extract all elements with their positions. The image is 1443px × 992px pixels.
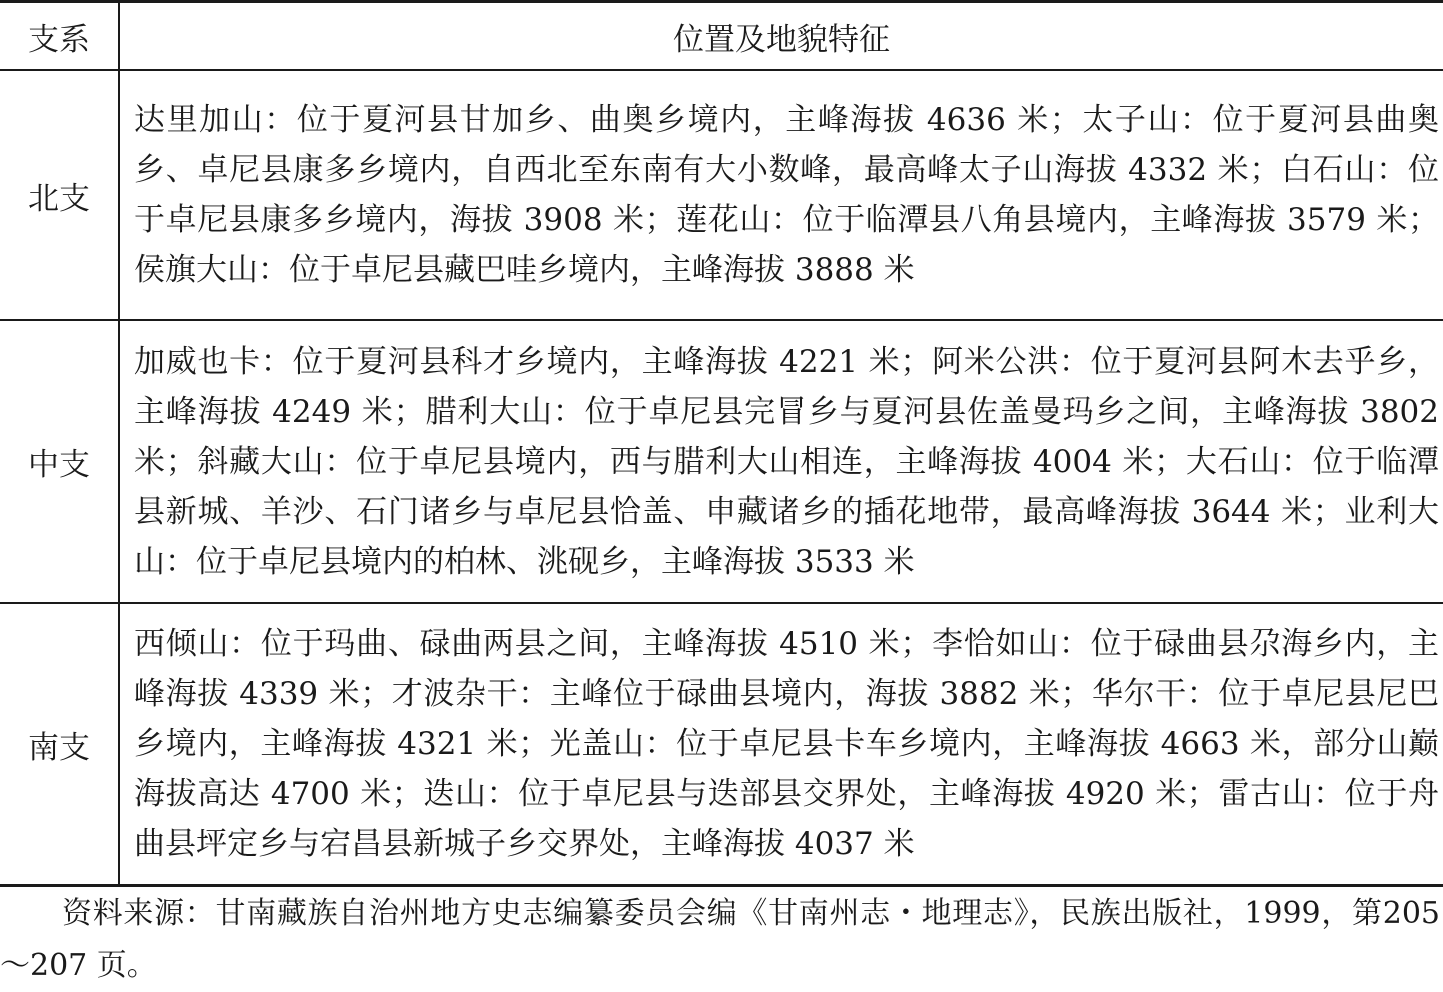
table-header [0,2,1443,71]
branch-cell: 北支 [0,70,119,320]
table-row [0,70,1443,320]
header-branch: 支系 [0,2,119,71]
branch-cell: 南支 [0,603,119,886]
description-cell: 加威也卡：位于夏河县科才乡境内，主峰海拔 4221 米；阿米公洪：位于夏河县阿木去乎乡，主峰海拔 4249 米；腊利大山：位于卓尼县完冒乡与夏河县佐盖曼玛乡之间，主峰海拔 3802 米；斜藏大山：位于卓尼县境内，西与腊利大山相连，主峰海拔 4004 米；大石山：位于临潭县新城、羊沙、石门诸乡与卓尼县恰盖、申藏诸乡的插花地带，最高峰海拔 3644 米；业利大山：位于卓尼县境内的柏林、洮砚乡，主峰海拔 3533 米 [119,320,1443,603]
branch-cell: 中支 [0,320,119,603]
header-location-features: 位置及地貌特征 [119,2,1443,71]
table-body [0,70,1443,886]
table-row [0,603,1443,886]
description-cell: 西倾山：位于玛曲、碌曲两县之间，主峰海拔 4510 米；李恰如山：位于碌曲县尕海乡内，主峰海拔 4339 米；才波杂干：主峰位于碌曲县境内，海拔 3882 米；华尔干：位于卓尼县尼巴乡境内，主峰海拔 4321 米；光盖山：位于卓尼县卡车乡境内，主峰海拔 4663 米，部分山巅海拔高达 4700 米；迭山：位于卓尼县与迭部县交界处，主峰海拔 4920 米；雷古山：位于舟曲县坪定乡与宕昌县新城子乡交界处，主峰海拔 4037 米 [119,603,1443,886]
description-cell: 达里加山：位于夏河县甘加乡、曲奥乡境内，主峰海拔 4636 米；太子山：位于夏河县曲奥乡、卓尼县康多乡境内，自西北至东南有大小数峰，最高峰太子山海拔 4332 米；白石山：位于卓尼县康多乡境内，海拔 3908 米；莲花山：位于临潭县八角县境内，主峰海拔 3579 米；侯旗大山：位于卓尼县藏巴哇乡境内，主峰海拔 3888 米 [119,70,1443,320]
table-row [0,320,1443,603]
header-row [0,2,1443,71]
source-note: 资料来源：甘南藏族自治州地方史志编纂委员会编《甘南州志・地理志》，民族出版社，1999，第205～207 页。 [0,896,1440,983]
